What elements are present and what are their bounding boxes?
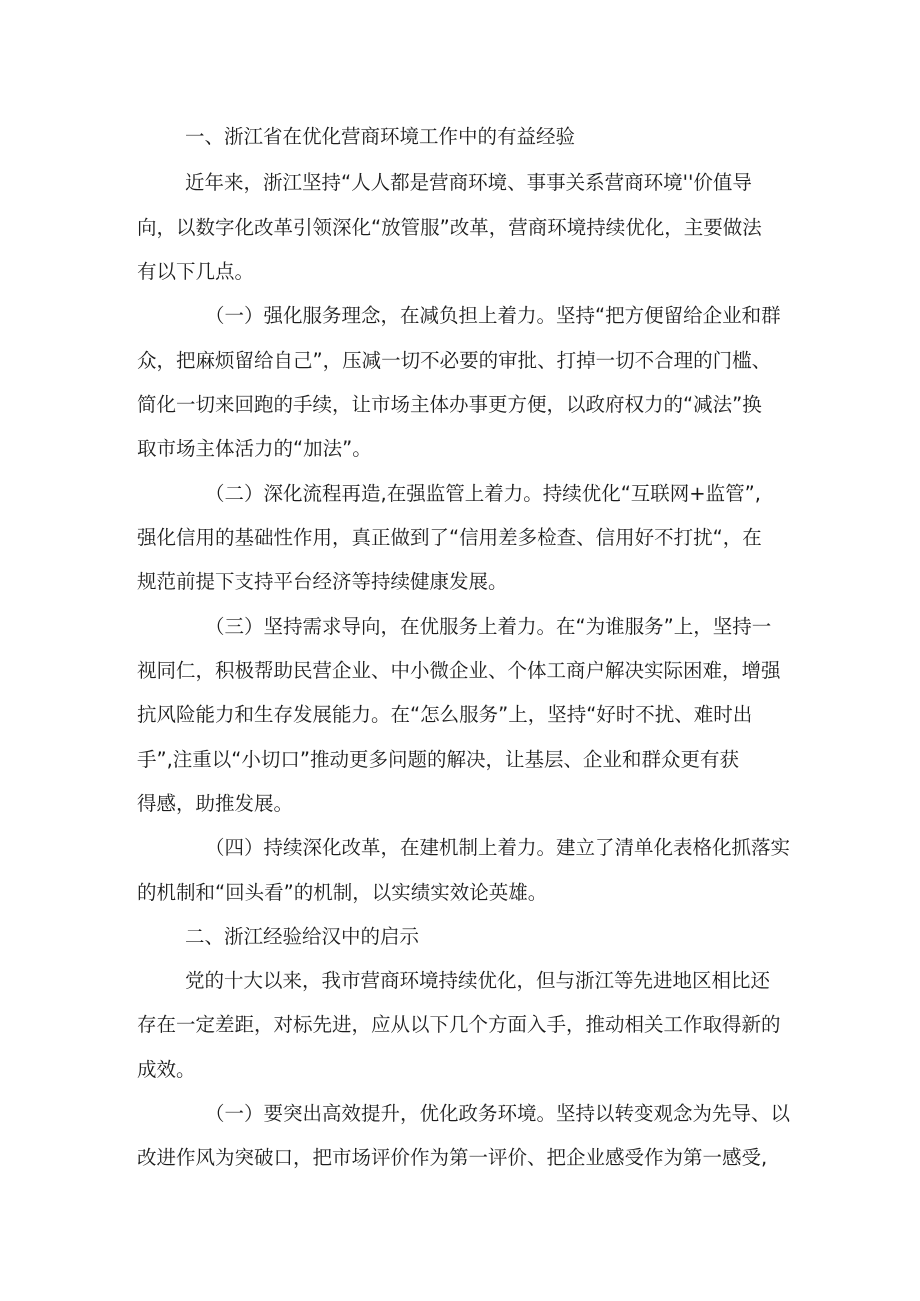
paragraph-line: 成效。 [137, 1058, 196, 1081]
paragraph-line: 抗风险能力和生存发展能力。在“怎么服务”上，坚持“好时不扰、难时出 [137, 703, 753, 726]
paragraph-line: 强化信用的基础性作用，真正做到了“信用差多检查、信用好不打扰“，在 [137, 526, 762, 549]
paragraph-line: 众，把麻烦留给自己”，压减一切不必要的审批、打掉一切不合理的门槛、 [137, 349, 772, 372]
paragraph-line: 近年来，浙江坚持“人人都是营商环境、事事关系营商环境''价值导 [185, 171, 752, 194]
paragraph-line: 视同仁，积极帮助民营企业、中小微企业、个体工商户解决实际困难，增强 [137, 659, 781, 682]
paragraph-line: 规范前提下支持平台经济等持续健康发展。 [137, 570, 508, 593]
paragraph-line: 向，以数字化改革引领深化“放管服”改革，营商环境持续优化，主要做法 [137, 216, 762, 239]
paragraph-line: 有以下几点。 [137, 260, 255, 283]
paragraph-line: （三）坚持需求导向，在优服务上着力。在“为谁服务”上，坚持一 [205, 615, 772, 638]
paragraph-line: 的机制和“回头看”的机制，以实绩实效论英雄。 [137, 881, 548, 904]
section-heading-2: 二、浙江经验给汉中的启示 [185, 925, 420, 948]
paragraph-line: （一）要突出高效提升，优化政务环境。坚持以转变观念为先导、以 [205, 1102, 791, 1125]
paragraph-line: （二）深化流程再造,在强监管上着力。持续优化“互联网+监管”, [205, 482, 761, 505]
paragraph-line: （四）持续深化改革，在建机制上着力。建立了清单化表格化抓落实 [205, 836, 791, 859]
section-heading-1: 一、浙江省在优化营商环境工作中的有益经验 [185, 125, 576, 148]
paragraph-line: 党的十大以来，我市营商环境持续优化，但与浙江等先进地区相比还 [185, 969, 771, 992]
paragraph-line: 存在一定差距，对标先进，应从以下几个方面入手，推动相关工作取得新的 [137, 1013, 781, 1036]
paragraph-line: 改进作风为突破口，把市场评价作为第一评价、把企业感受作为第一感受, [137, 1146, 768, 1169]
paragraph-line: 得感，助推发展。 [137, 792, 294, 815]
paragraph-line: （一）强化服务理念，在减负担上着力。坚持“把方便留给企业和群 [205, 304, 781, 327]
paragraph-line: 取市场主体活力的“加法”。 [137, 437, 372, 460]
paragraph-line: 简化一切来回跑的手续，让市场主体办事更方便，以政府权力的“减法”换 [137, 393, 762, 416]
paragraph-line: 手”,注重以“小切口”推动更多问题的解决，让基层、企业和群众更有获 [137, 748, 740, 771]
